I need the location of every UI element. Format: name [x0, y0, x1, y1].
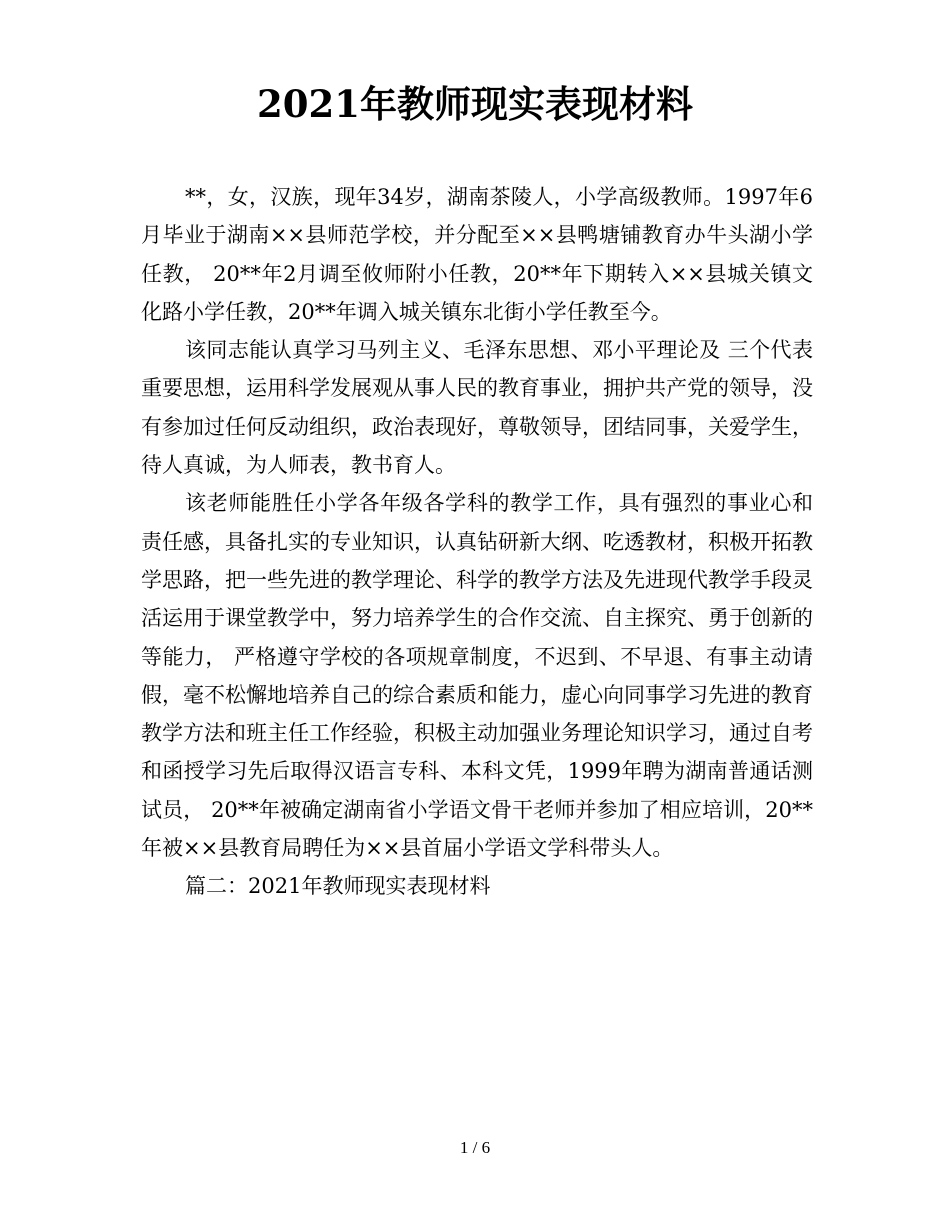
paragraph-section-two-heading: 篇二：2021年教师现实表现材料	[185, 874, 491, 899]
paragraph-personal-info: **，女，汉族，现年34岁，湖南茶陵人，小学高级教师。1997年6月毕业于湖南××县师范学校，并分配至××县鸭塘铺教育办牛头湖小学任教， 20**年2月调至攸师附小任教，20**年下期转入××县城关镇文化路小学任教，20**年调入城关镇东北街小学任教至今。	[141, 185, 813, 324]
document-body	[141, 178, 813, 906]
document-title: 2021年教师现实表现材料	[257, 82, 693, 126]
paragraph-teaching-work: 该老师能胜任小学各年级各学科的教学工作，具有强烈的事业心和责任感，具备扎实的专业知识，认真钻研新大纲、吃透教材，积极开拓教学思路，把一些先进的教学理论、科学的教学方法及先进现代教学手段灵活运用于课堂教学中，努力培养学生的合作交流、自主探究、勇于创新的等能力， 严格遵守学校的各项规章制度，不迟到、不早退、有事主动请假，毫不松懈地培养自己的综合素质和能力，虚心向同事学习先进的教育教学方法和班主任工作经验，积极主动加强业务理论知识学习，通过自考和函授学习先后取得汉语言专科、本科文凭，1999年聘为湖南普通话测试员， 20**年被确定湖南省小学语文骨干老师并参加了相应培训，20**年被××县教育局聘任为××县首届小学语文学科带头人。	[141, 491, 813, 861]
paragraph-political-performance: 该同志能认真学习马列主义、毛泽东思想、邓小平理论及 三个代表 重要思想，运用科学发展观从事人民的教育事业，拥护共产党的领导，没有参加过任何反动组织，政治表现好，尊敬领导，团结同事，关爱学生，待人真诚，为人师表，教书育人。	[141, 338, 813, 478]
page-number: 1 / 6	[459, 1138, 491, 1157]
